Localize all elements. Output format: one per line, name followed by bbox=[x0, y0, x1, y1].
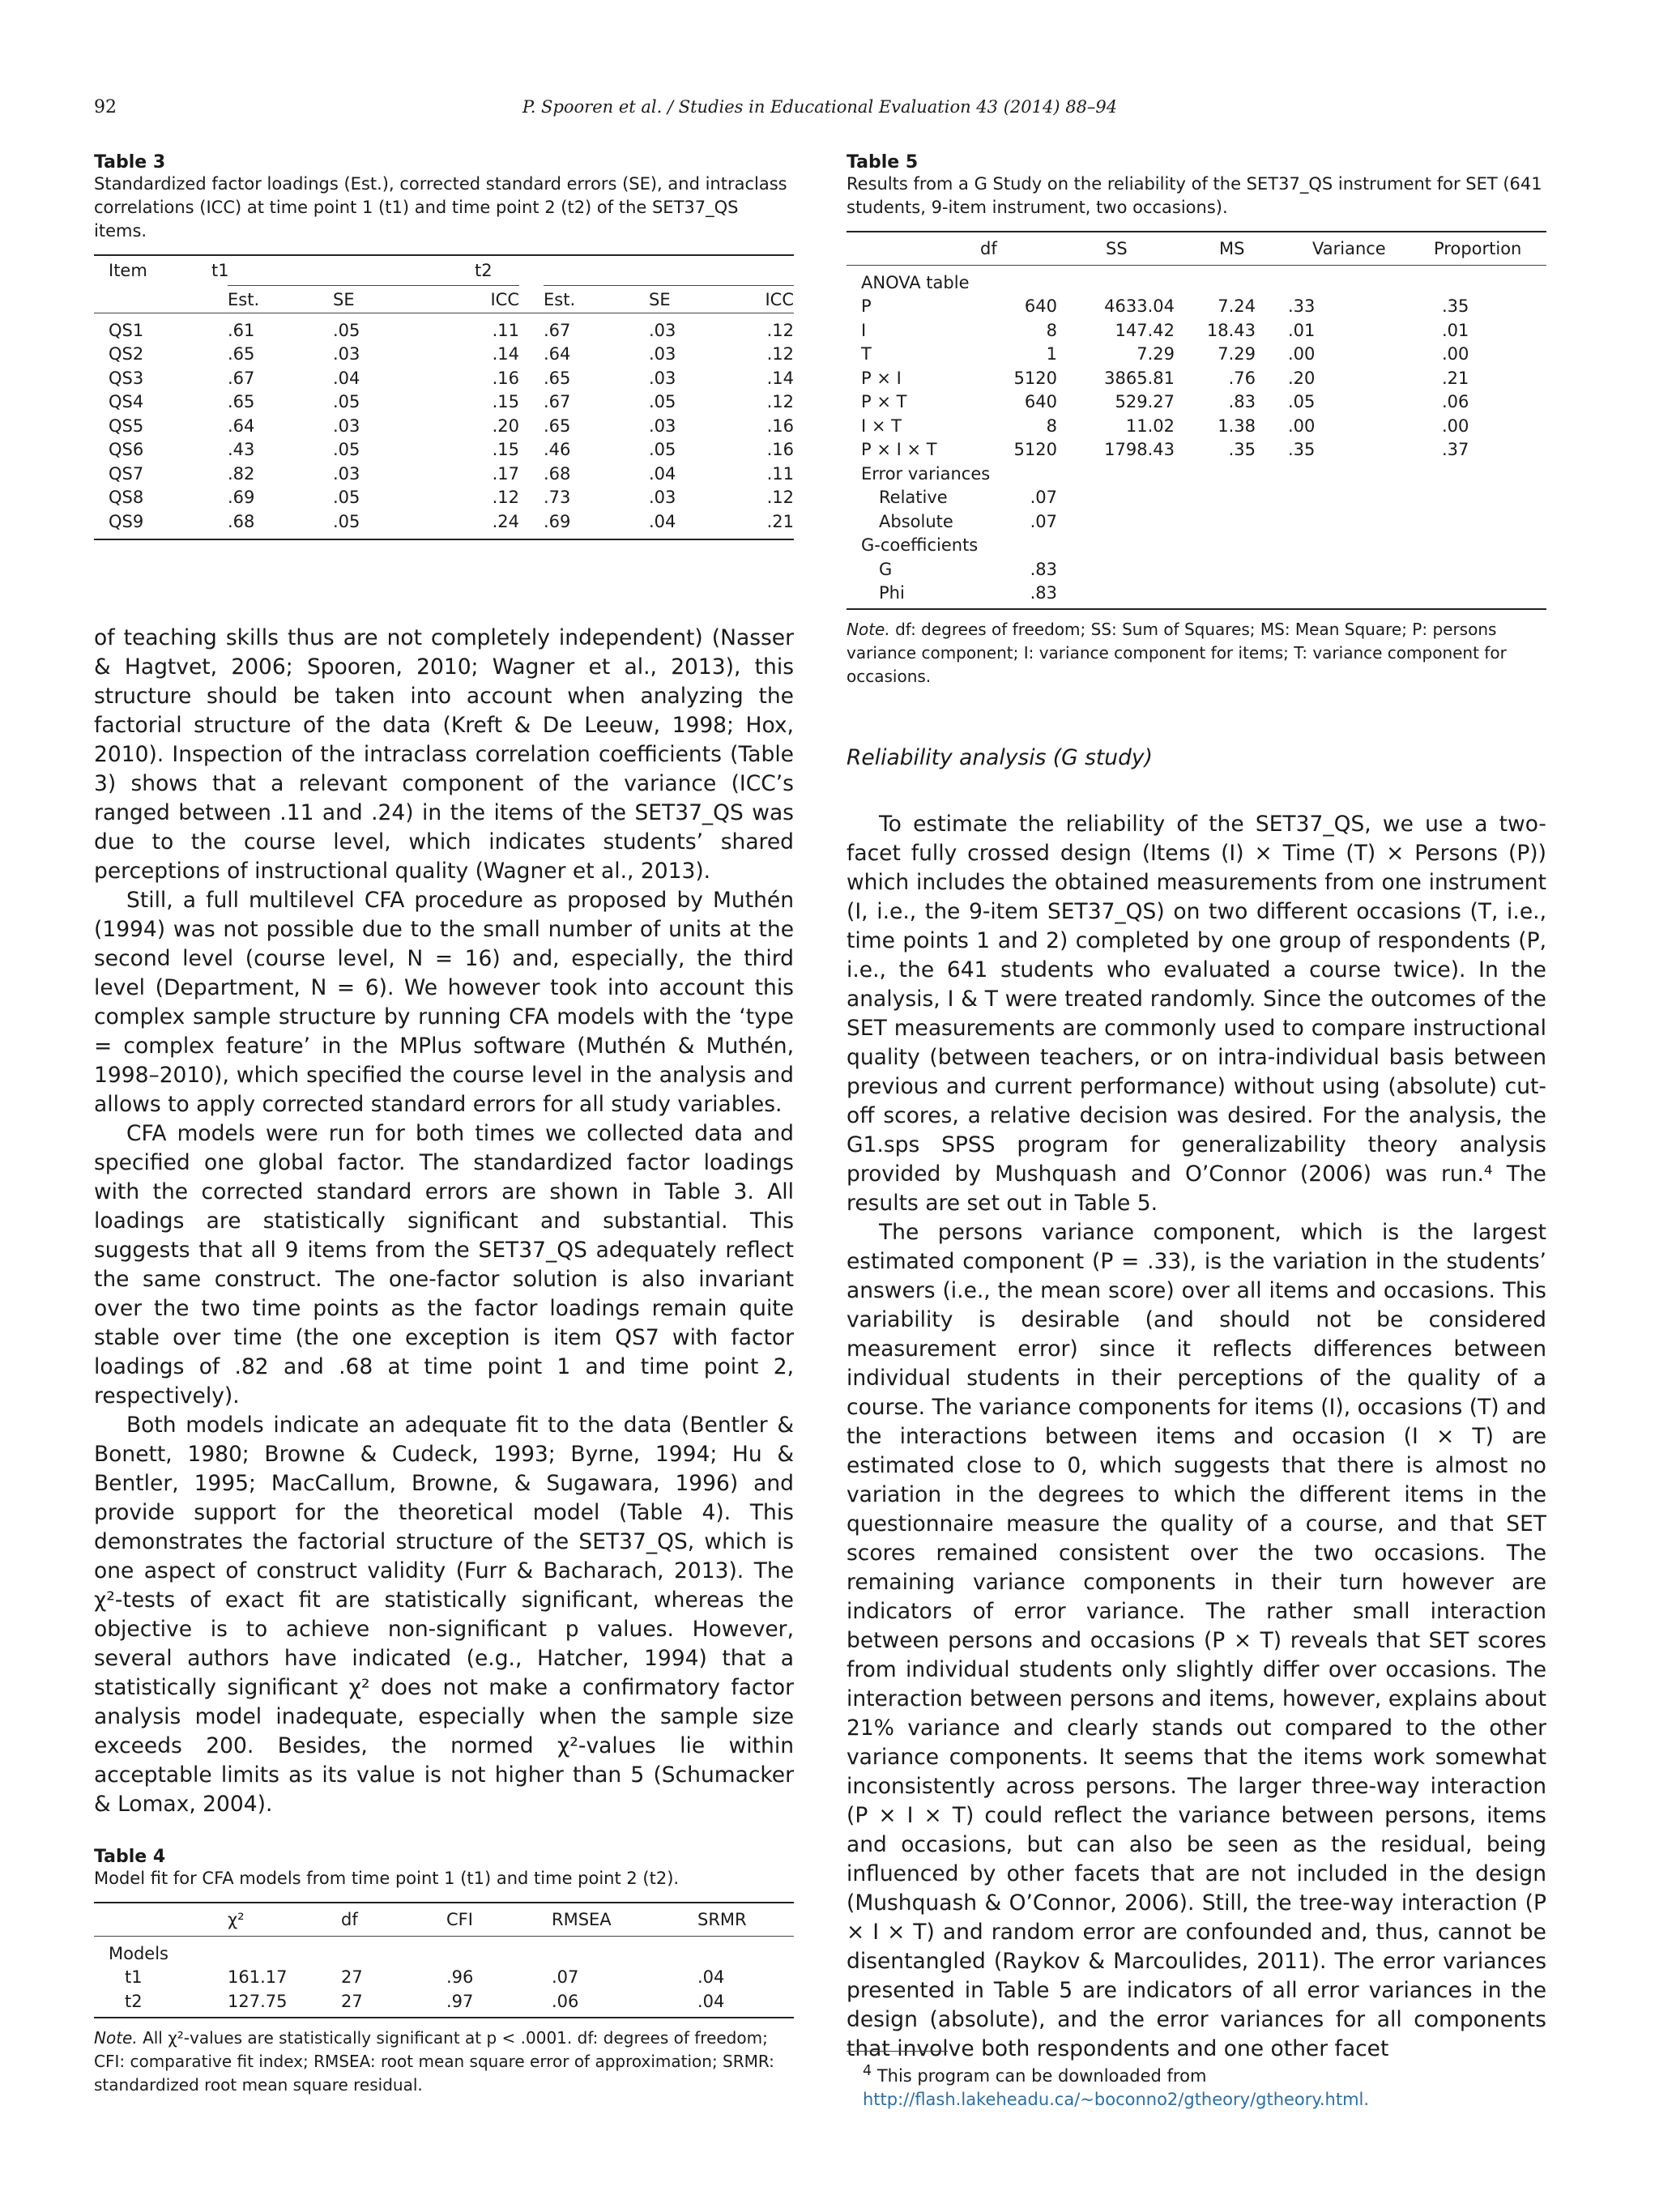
table-cell: .43 bbox=[228, 440, 255, 460]
table-cell: .21 bbox=[766, 511, 794, 531]
table-cell: .46 bbox=[544, 440, 571, 460]
table-cell: .65 bbox=[544, 416, 571, 436]
table-row bbox=[847, 509, 1546, 534]
table-cell: .05 bbox=[333, 488, 360, 508]
table-5-title: Table 5 bbox=[847, 152, 919, 173]
table-cell: .61 bbox=[228, 320, 255, 340]
table-cell: 1798.43 bbox=[1104, 440, 1175, 460]
footnote-mark: 4 bbox=[863, 2063, 872, 2079]
table-cell: .20 bbox=[1288, 368, 1316, 388]
table-cell: .01 bbox=[1442, 320, 1469, 340]
table-cell: .06 bbox=[552, 1991, 579, 2011]
table-cell: .35 bbox=[1288, 440, 1316, 460]
footnote-rule bbox=[847, 2051, 948, 2052]
table-cell: QS4 bbox=[109, 392, 144, 412]
table-cell: QS8 bbox=[109, 488, 144, 508]
table-cell: .12 bbox=[766, 344, 794, 364]
table-row bbox=[94, 486, 794, 510]
table-row bbox=[847, 366, 1546, 390]
table-5-head: MS bbox=[1219, 239, 1245, 258]
table-cell: .12 bbox=[492, 488, 519, 508]
table-cell: .15 bbox=[492, 392, 519, 412]
table-cell: .64 bbox=[228, 416, 255, 436]
table-cell: 18.43 bbox=[1206, 320, 1256, 340]
table-cell: .05 bbox=[333, 392, 360, 412]
table-cell: 5120 bbox=[1013, 440, 1057, 460]
table-cell: .82 bbox=[228, 463, 255, 484]
footnote bbox=[847, 2051, 1546, 2112]
table-cell: .05 bbox=[333, 440, 360, 460]
table-row bbox=[94, 366, 794, 390]
table-cell: .03 bbox=[333, 416, 360, 436]
table-cell: 7.29 bbox=[1137, 344, 1175, 364]
table-row bbox=[94, 343, 794, 367]
table-5-error-rows bbox=[847, 486, 1546, 534]
table-cell: .65 bbox=[544, 368, 571, 388]
table-5-group: Error variances bbox=[861, 463, 991, 484]
table-5-note-label: Note. bbox=[847, 620, 890, 639]
table-cell: .05 bbox=[1288, 392, 1316, 412]
table-cell: .11 bbox=[766, 463, 794, 484]
table-5-note-text: df: degrees of freedom; SS: Sum of Squares; MS: Mean Square; P: persons variance component; I: variance component for items; T: variance component for occasions. bbox=[847, 620, 1507, 686]
table-cell: .04 bbox=[333, 368, 360, 388]
table-row bbox=[847, 438, 1546, 462]
table-cell: QS3 bbox=[109, 368, 144, 388]
table-cell: P × I bbox=[861, 368, 902, 388]
table-cell: 127.75 bbox=[228, 1991, 288, 2011]
table-cell: P × I × T bbox=[861, 440, 937, 460]
table-5-head: Variance bbox=[1312, 239, 1386, 258]
table-4-head: df bbox=[341, 1910, 358, 1929]
table-cell: .16 bbox=[766, 440, 794, 460]
table-cell: 1.38 bbox=[1218, 416, 1256, 436]
paragraph: CFA models were run for both times we collected data and specified one global factor. The standardized factor loadings with the corrected standard errors are shown in Table 3. All loadings are statistically significant and substantial. This suggests that all 9 items from the SET37_QS adequately reflect the same construct. The one-factor solution is also invariant over the two time points as the factor loadings remain quite stable over time (the one exception is item QS7 with factor loadings of .82 and .68 at time point 1 and time point 2, respectively). bbox=[94, 1121, 794, 1409]
table-cell: .83 bbox=[1030, 559, 1057, 579]
table-row bbox=[847, 414, 1546, 438]
table-row bbox=[94, 1966, 794, 1990]
table-cell: I bbox=[861, 320, 867, 340]
table-cell: .37 bbox=[1442, 440, 1469, 460]
table-cell: 27 bbox=[341, 1991, 363, 2011]
table-cell: .01 bbox=[1288, 320, 1316, 340]
table-cell: .12 bbox=[766, 320, 794, 340]
table-cell: Absolute bbox=[879, 511, 953, 531]
table-row bbox=[94, 438, 794, 462]
table-4-note bbox=[94, 2027, 794, 2097]
table-cell: .67 bbox=[544, 320, 571, 340]
footnote-text: This program can be downloaded from bbox=[876, 2066, 1207, 2086]
table-cell: P × T bbox=[861, 392, 907, 412]
table-cell: t2 bbox=[125, 1991, 143, 2011]
table-3-sub: Est. bbox=[228, 289, 260, 309]
table-3-rows bbox=[94, 313, 794, 539]
table-cell: .05 bbox=[649, 392, 676, 412]
table-cell: QS6 bbox=[109, 440, 144, 460]
table-cell: 1 bbox=[1046, 344, 1057, 364]
table-row bbox=[94, 509, 794, 534]
table-4-head: RMSEA bbox=[552, 1910, 612, 1929]
paragraph: To estimate the reliability of the SET37_QS, we use a two-facet fully crossed design (Items (I) × Time (T) × Persons (P)) which includes the obtained measurements from one instrument (I, i.e., the 9-item SET37_QS) on two different occasions (T, i.e., time points 1 and 2) completed by one group of respondents (P, i.e., the 641 students who evaluated a course twice). In the analysis, I & T were treated randomly. Since the outcomes of the SET measurements are commonly used to compare instructional quality (between teachers, or on intra-individual basis between previous and current performance) without using (absolute) cut-off scores, a relative decision was desired. For the analysis, the G1.sps SPSS program for generalizability theory analysis provided by Mushquash and O’Connor (2006) was run.⁴ The results are set out in Table 5. bbox=[847, 812, 1546, 1216]
table-cell: QS5 bbox=[109, 416, 144, 436]
table-cell: .24 bbox=[492, 511, 519, 531]
table-cell: .14 bbox=[492, 344, 519, 364]
table-3-sub: SE bbox=[649, 289, 671, 309]
table-row bbox=[94, 318, 794, 343]
table-cell: .68 bbox=[544, 463, 571, 484]
paragraph: The persons variance component, which is the largest estimated component (P = .33), is the variation in the students’ answers (i.e., the mean score) over all items and occasions. This variability is desirable (and should not be considered measurement error) since it reflects differences between individual students in their perceptions of the quality of a course. The variance components for items (I), occasions (T) and the interactions between items and occasion (I × T) are estimated close to 0, which suggests that there is almost no variation in the degrees to which the different items in the questionnaire measure the quality of a course, and that SET scores remained consistent over the two occasions. The remaining variance components in their turn however are indicators of error variance. The rather small interaction between persons and occasions (P × T) reveals that SET scores from individual students only slightly differ over occasions. The interaction between persons and items, however, explains about 21% variance and clearly stands out compared to the other variance components. It seems that the items work somewhat inconsistently across persons. The larger three-way interaction (P × I × T) could reflect the variance between persons, items and occasions, but can also be seen as the residual, being influenced by other facets that are not included in the design (Mushquash & O’Connor, 2006). Still, the tree-way interaction (P × I × T) and random error are confounded and, thus, cannot be disentangled (Raykov & Marcoulides, 2011). The error variances presented in Table 5 are indicators of all error variances in the design (absolute), and the error variances for all components that involve both respondents and one other facet bbox=[847, 1220, 1546, 2061]
table-cell: QS2 bbox=[109, 344, 144, 364]
table-cell: .05 bbox=[333, 511, 360, 531]
table-3-title: Table 3 bbox=[94, 152, 166, 173]
table-row bbox=[94, 390, 794, 415]
table-5-group: G-coefficients bbox=[861, 535, 979, 556]
table-cell: G bbox=[879, 559, 893, 579]
table-row bbox=[847, 557, 1546, 582]
table-row bbox=[847, 390, 1546, 415]
table-cell: .83 bbox=[1030, 583, 1057, 603]
table-4 bbox=[94, 1847, 794, 2097]
table-cell: .07 bbox=[552, 1967, 579, 1988]
table-cell: .03 bbox=[649, 368, 676, 388]
table-3-head-t1: t1 bbox=[211, 261, 229, 280]
table-cell: Relative bbox=[879, 488, 948, 508]
table-5-caption: Results from a G Study on the reliability of the SET37_QS instrument for SET (641 students, 9-item instrument, two occasions). bbox=[847, 174, 1542, 217]
table-cell: .12 bbox=[766, 392, 794, 412]
table-cell: .07 bbox=[1030, 511, 1057, 531]
table-5-head: df bbox=[980, 239, 997, 258]
table-row bbox=[847, 486, 1546, 510]
left-body-text bbox=[94, 624, 794, 1819]
table-cell: .00 bbox=[1442, 416, 1469, 436]
table-3-sub: ICC bbox=[765, 289, 794, 309]
table-cell: 7.29 bbox=[1218, 344, 1256, 364]
table-row bbox=[94, 414, 794, 438]
table-row bbox=[847, 318, 1546, 343]
table-cell: t1 bbox=[125, 1967, 143, 1988]
table-cell: QS1 bbox=[109, 320, 144, 340]
table-3-head-t2: t2 bbox=[475, 261, 493, 280]
table-row bbox=[94, 462, 794, 486]
table-5-body bbox=[847, 231, 1546, 610]
table-4-rows bbox=[94, 1966, 794, 2014]
paragraph: Still, a full multilevel CFA procedure as proposed by Muthén (1994) was not possible due to the small number of units at the second level (course level, N = 16) and, especially, the third level (Department, N = 6). We however took into account this complex sample structure by running CFA models with the ‘type = complex feature’ in the MPlus software (Muthén & Muthén, 1998–2010), which specified the course level in the analysis and allows to apply corrected standard errors for all study variables. bbox=[94, 888, 794, 1117]
table-3-sub: Est. bbox=[544, 289, 576, 309]
table-cell: .04 bbox=[649, 511, 676, 531]
table-cell: 8 bbox=[1046, 320, 1057, 340]
running-header: P. Spooren et al. / Studies in Educational Evaluation 43 (2014) 88–94 bbox=[522, 97, 1118, 117]
table-cell: .15 bbox=[492, 440, 519, 460]
table-cell: P bbox=[861, 296, 872, 317]
table-cell: .05 bbox=[333, 320, 360, 340]
page-number: 92 bbox=[94, 97, 117, 117]
table-cell: 4633.04 bbox=[1104, 296, 1175, 317]
table-cell: 8 bbox=[1046, 416, 1057, 436]
table-cell: .35 bbox=[1442, 296, 1469, 317]
table-cell: .16 bbox=[492, 368, 519, 388]
table-3-body bbox=[94, 254, 794, 540]
table-cell: QS9 bbox=[109, 511, 144, 531]
table-cell: .69 bbox=[228, 488, 255, 508]
table-cell: 147.42 bbox=[1115, 320, 1175, 340]
table-3-head-item: Item bbox=[109, 261, 147, 280]
table-row bbox=[94, 1989, 794, 2014]
table-cell: .20 bbox=[492, 416, 519, 436]
table-4-head: SRMR bbox=[697, 1910, 747, 1929]
table-5 bbox=[847, 152, 1546, 688]
table-cell: .65 bbox=[228, 344, 255, 364]
table-4-note-label: Note. bbox=[94, 2027, 138, 2048]
table-cell: 5120 bbox=[1013, 368, 1057, 388]
table-cell: .76 bbox=[1228, 368, 1256, 388]
table-4-head: CFI bbox=[446, 1910, 473, 1929]
paragraph: Both models indicate an adequate fit to the data (Bentler & Bonett, 1980; Browne & Cudeck, 1993; Byrne, 1994; Hu & Bentler, 1995; MacCallum, Browne, & Sugawara, 1996) and provide support for the theoretical model (Table 4). This demonstrates the factorial structure of the SET37_QS, which is one aspect of construct validity (Furr & Bacharach, 2013). The χ²-tests of exact fit are statistically significant, whereas the objective is to achieve non-significant p values. However, several authors have indicated (e.g., Hatcher, 1994) that a statistically significant χ² does not make a confirmatory factor analysis model inadequate, especially when the sample size exceeds 200. Besides, the normed χ²-values lie within acceptable limits as its value is not higher than 5 (Schumacker & Lomax, 2004). bbox=[94, 1413, 794, 1817]
table-5-note bbox=[847, 618, 1546, 688]
table-cell: .14 bbox=[766, 368, 794, 388]
table-cell: .04 bbox=[697, 1991, 725, 2011]
table-3 bbox=[94, 152, 794, 540]
table-cell: 161.17 bbox=[228, 1967, 288, 1988]
table-5-group: ANOVA table bbox=[861, 272, 970, 292]
table-row bbox=[847, 343, 1546, 367]
table-cell: 640 bbox=[1024, 392, 1057, 412]
table-cell: 7.24 bbox=[1218, 296, 1256, 317]
table-cell: .83 bbox=[1228, 392, 1256, 412]
table-5-head: Proportion bbox=[1434, 239, 1522, 258]
table-cell: 529.27 bbox=[1115, 392, 1175, 412]
table-3-sub: SE bbox=[333, 289, 355, 309]
table-cell: I × T bbox=[861, 416, 902, 436]
table-cell: .07 bbox=[1030, 488, 1057, 508]
table-4-head: χ² bbox=[228, 1910, 245, 1929]
table-4-caption: Model fit for CFA models from time point 1 (t1) and time point 2 (t2). bbox=[94, 1869, 680, 1888]
table-cell: .64 bbox=[544, 344, 571, 364]
table-cell: .35 bbox=[1228, 440, 1256, 460]
table-cell: .03 bbox=[649, 488, 676, 508]
table-4-group: Models bbox=[109, 1943, 168, 1963]
right-body-text bbox=[847, 810, 1546, 2064]
table-5-g-rows bbox=[847, 557, 1546, 605]
table-cell: 3865.81 bbox=[1104, 368, 1175, 388]
table-cell: Phi bbox=[879, 583, 905, 603]
table-5-rows bbox=[847, 295, 1546, 462]
table-cell: T bbox=[861, 344, 872, 364]
table-cell: .67 bbox=[544, 392, 571, 412]
table-3-sub: ICC bbox=[490, 289, 519, 309]
table-cell: .03 bbox=[649, 320, 676, 340]
table-cell: .03 bbox=[333, 463, 360, 484]
table-row bbox=[847, 582, 1546, 606]
table-cell: .04 bbox=[697, 1967, 725, 1988]
table-cell: .65 bbox=[228, 392, 255, 412]
table-cell: .17 bbox=[492, 463, 519, 484]
table-cell: .68 bbox=[228, 511, 255, 531]
table-cell: .67 bbox=[228, 368, 255, 388]
table-cell: .00 bbox=[1442, 344, 1469, 364]
table-cell: .03 bbox=[333, 344, 360, 364]
table-cell: .11 bbox=[492, 320, 519, 340]
table-cell: .69 bbox=[544, 511, 571, 531]
table-4-body bbox=[94, 1902, 794, 2018]
table-cell: .03 bbox=[649, 416, 676, 436]
table-cell: .06 bbox=[1442, 392, 1469, 412]
table-cell: 27 bbox=[341, 1967, 363, 1988]
table-row bbox=[847, 295, 1546, 319]
table-3-caption: Standardized factor loadings (Est.), corrected standard errors (SE), and intraclass correlations (ICC) at time point 1 (t1) and time point 2 (t2) of the SET37_QS items. bbox=[94, 174, 787, 241]
table-cell: 11.02 bbox=[1125, 416, 1175, 436]
table-cell: .12 bbox=[766, 488, 794, 508]
table-cell: .21 bbox=[1442, 368, 1469, 388]
table-4-note-text: All χ²-values are statistically significant at p < .0001. df: degrees of freedom; CFI: comparative fit index; RMSEA: root mean square error of approximation; SRMR: standardized root mean square residual. bbox=[94, 2027, 774, 2095]
table-cell: .73 bbox=[544, 488, 571, 508]
table-cell: .97 bbox=[446, 1991, 474, 2011]
table-cell: .03 bbox=[649, 344, 676, 364]
table-cell: .16 bbox=[766, 416, 794, 436]
table-cell: .96 bbox=[446, 1967, 474, 1988]
table-5-head: SS bbox=[1106, 239, 1128, 258]
section-heading: Reliability analysis (G study) bbox=[847, 745, 1153, 770]
table-cell: .00 bbox=[1288, 416, 1316, 436]
table-cell: .04 bbox=[649, 463, 676, 484]
table-cell: .05 bbox=[649, 440, 676, 460]
table-cell: .00 bbox=[1288, 344, 1316, 364]
table-cell: QS7 bbox=[109, 463, 144, 484]
table-cell: 640 bbox=[1024, 296, 1057, 317]
footnote-url[interactable]: http://flash.lakeheadu.ca/~boconno2/gtheory/gtheory.html. bbox=[863, 2090, 1370, 2109]
table-cell: .33 bbox=[1288, 296, 1316, 317]
table-4-title: Table 4 bbox=[94, 1847, 166, 1867]
paragraph: of teaching skills thus are not completely independent) (Nasser & Hagtvet, 2006; Spooren, 2010; Wagner et al., 2013), this structure should be taken into account when analyzing the factorial structure of the data (Kreft & De Leeuw, 1998; Hox, 2010). Inspection of the intraclass correlation coefficients (Table 3) shows that a relevant component of the variance (ICC’s ranged between .11 and .24) in the items of the SET37_QS was due to the course level, which indicates students’ shared perceptions of instructional quality (Wagner et al., 2013). bbox=[94, 625, 794, 884]
